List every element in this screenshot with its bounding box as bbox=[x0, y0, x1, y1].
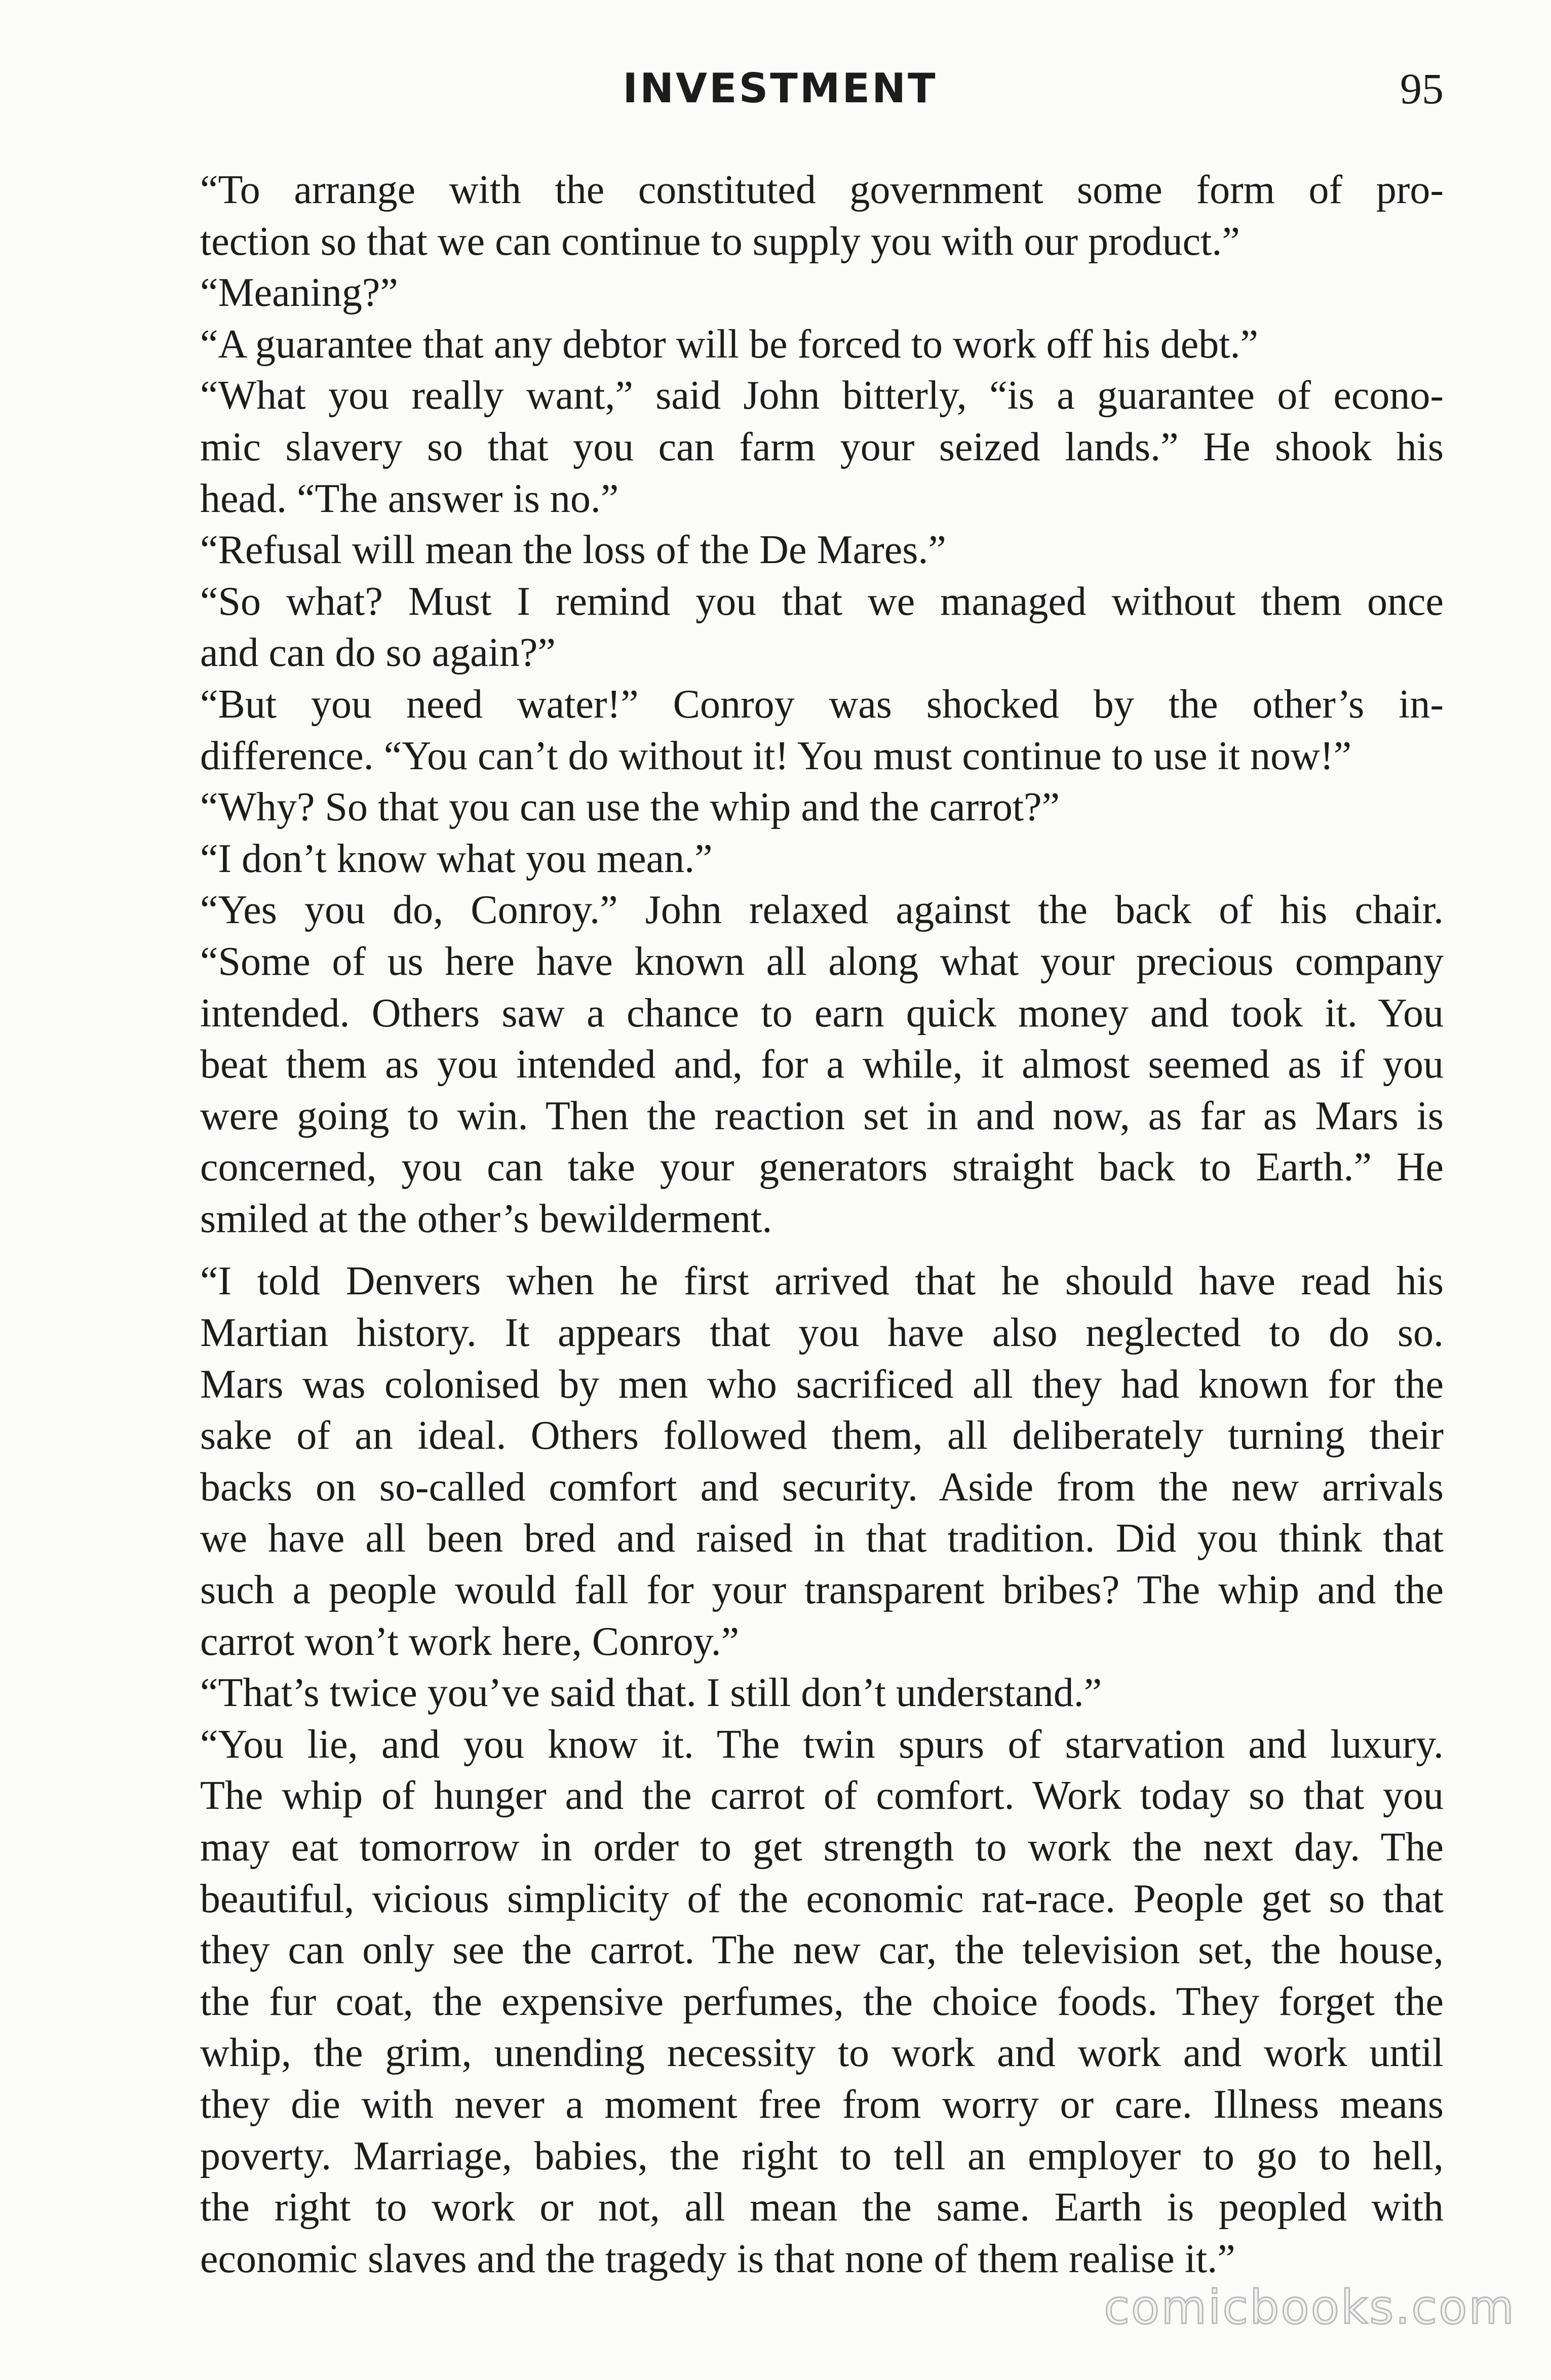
paragraph bbox=[118, 267, 1444, 319]
text-line: head. “The answer is no.” bbox=[200, 476, 619, 521]
text-line: whip, the grim, unending necessity to work and work and work until bbox=[200, 2031, 1444, 2076]
body-text bbox=[118, 165, 1444, 2285]
paragraph bbox=[118, 165, 1444, 267]
text-line: “I don’t know what you mean.” bbox=[200, 836, 713, 881]
text-line: mic slavery so that you can farm your seized lands.” He shook his bbox=[200, 424, 1444, 469]
text-line: “But you need water!” Conroy was shocked by the other’s in- bbox=[200, 682, 1444, 727]
text-line: economic slaves and the tragedy is that none of them realise it.” bbox=[200, 2236, 1235, 2281]
paragraph bbox=[118, 1719, 1444, 2285]
text-line: “You lie, and you know it. The twin spurs of starvation and luxury. bbox=[200, 1722, 1444, 1767]
paragraph bbox=[118, 319, 1444, 371]
text-line: “That’s twice you’ve said that. I still don’t understand.” bbox=[200, 1671, 1102, 1716]
text-line: “Meaning?” bbox=[200, 270, 398, 315]
text-line: “Why? So that you can use the whip and the carrot?” bbox=[200, 785, 1060, 830]
text-line: tection so that we can continue to supply you with our product.” bbox=[200, 219, 1240, 264]
text-line: “I told Denvers when he first arrived that he should have read his bbox=[200, 1259, 1444, 1304]
text-line: The whip of hunger and the carrot of comfort. Work today so that you bbox=[200, 1773, 1444, 1818]
text-line: “A guarantee that any debtor will be forced to work off his debt.” bbox=[200, 322, 1258, 367]
text-line: smiled at the other’s bewilderment. bbox=[200, 1196, 772, 1241]
text-line: poverty. Marriage, babies, the right to tell an employer to go to hell, bbox=[200, 2133, 1444, 2178]
text-line: “What you really want,” said John bitterly, “is a guarantee of econo- bbox=[200, 373, 1444, 418]
text-line: beat them as you intended and, for a while, it almost seemed as if you bbox=[200, 1042, 1444, 1087]
text-line: “Some of us here have known all along what your precious company bbox=[200, 939, 1444, 984]
chapter-title: INVESTMENT bbox=[623, 65, 938, 112]
text-line: they can only see the carrot. The new car, the television set, the house, bbox=[200, 1928, 1444, 1973]
paragraph bbox=[118, 576, 1444, 679]
text-line: intended. Others saw a chance to earn quick money and took it. You bbox=[200, 990, 1444, 1036]
text-line: Mars was colonised by men who sacrificed all they had known for the bbox=[200, 1362, 1444, 1407]
paragraph bbox=[118, 782, 1444, 834]
paragraph bbox=[118, 885, 1444, 1245]
text-line: the fur coat, the expensive perfumes, the choice foods. They forget the bbox=[200, 1979, 1444, 2024]
text-line: were going to win. Then the reaction set in and now, as far as Mars is bbox=[200, 1093, 1444, 1138]
text-line: sake of an ideal. Others followed them, all deliberately turning their bbox=[200, 1413, 1444, 1458]
text-line: may eat tomorrow in order to get strength to work the next day. The bbox=[200, 1825, 1444, 1870]
text-line: they die with never a moment free from worry or care. Illness means bbox=[200, 2082, 1444, 2127]
text-line: Martian history. It appears that you have also neglected to do so. bbox=[200, 1311, 1444, 1356]
text-line: “So what? Must I remind you that we managed without them once bbox=[200, 579, 1444, 624]
text-line: “Refusal will mean the loss of the De Mares.” bbox=[200, 528, 946, 573]
text-line: and can do so again?” bbox=[200, 630, 556, 676]
text-line: beautiful, vicious simplicity of the economic rat-race. People get so that bbox=[200, 1876, 1444, 1921]
text-line: difference. “You can’t do without it! You must continue to use it now!” bbox=[200, 733, 1352, 778]
paragraph bbox=[118, 834, 1444, 885]
paragraph bbox=[118, 679, 1444, 782]
paragraph bbox=[118, 370, 1444, 525]
paragraph bbox=[118, 525, 1444, 576]
running-header bbox=[117, 61, 1444, 116]
text-line: such a people would fall for your transparent bribes? The whip and the bbox=[200, 1568, 1444, 1613]
text-line: the right to work or not, all mean the same. Earth is peopled with bbox=[200, 2185, 1444, 2230]
text-line: “To arrange with the constituted government some form of pro- bbox=[200, 168, 1444, 212]
text-line: carrot won’t work here, Conroy.” bbox=[200, 1619, 740, 1664]
page-number: 95 bbox=[1400, 64, 1444, 113]
watermark: comicbooks.com bbox=[1104, 2280, 1516, 2334]
text-line: “Yes you do, Conroy.” John relaxed against the back of his chair. bbox=[200, 888, 1444, 933]
text-line: we have all been bred and raised in that tradition. Did you think that bbox=[200, 1516, 1444, 1561]
text-line: backs on so-called comfort and security. Aside from the new arrivals bbox=[200, 1464, 1444, 1510]
paragraph bbox=[118, 1668, 1444, 1719]
text-line: concerned, you can take your generators straight back to Earth.” He bbox=[200, 1145, 1444, 1190]
paragraph bbox=[118, 1256, 1444, 1668]
